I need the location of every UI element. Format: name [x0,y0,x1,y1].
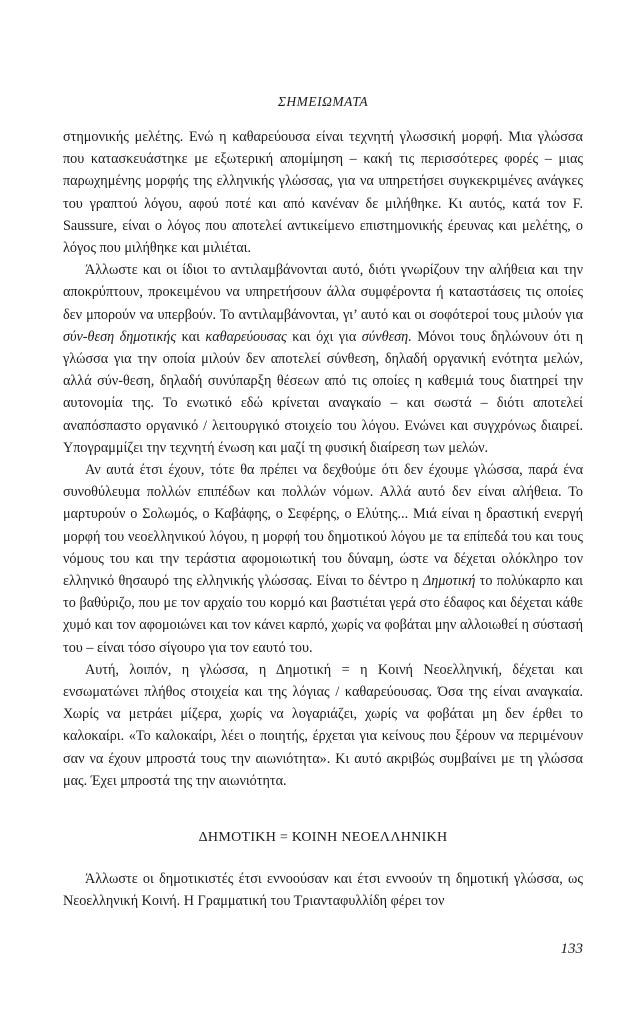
paragraph-2-emphasis-3: σύνθεση. [361,328,412,345]
paragraph-5: Άλλωστε οι δημοτικιστές έτσι εννοούσαν και έτσι εννοούν τη δημοτική γλώσσα, ως Νεοελληνική Κοινή. Η Γραμματική του Τριανταφυλλίδη φέρει τον [63,871,583,910]
paragraph-2-text-a: Άλλωστε και οι ίδιοι το αντιλαμβάνονται αυτό, διότι γνωρίζουν την αλήθεια και την αποκρύπτουν, προκειμένου να υπηρετήσουν άλλα συμφέροντα ή καταστάσεις τις οποίες δεν μπορούν να υπερβούν. Το αντιλαμβάνονται, γι’ αυτό και οι σοφότεροί τους μιλούν για [63,262,583,323]
main-text [63,126,583,792]
paragraph-4: Αυτή, λοιπόν, η γλώσσα, η Δημοτική = η Κοινή Νεοελληνική, δέχεται και ενσωματώνει πλήθος στοιχεία και της λόγιας / καθαρεύουσας. Όσα της είναι αναγκαία. Χωρίς να μετράει μίζερα, χωρίς να λογαριάζει, χωρίς να φοβάται μη δεν έρθει το καλοκαίρι. «Το καλοκαίρι, λέει ο ποιητής, έρχεται για κείνους που ξέρουν να περιμένουν σαν να έχουν μπροστά τους την αιωνιότητα». Κι αυτό ακριβώς συμβαίνει με τη γλώσσα μας. Έχει μπροστά της την αιωνιότητα. [63,661,583,789]
book-page [63,0,583,1024]
page-number: 133 [560,941,583,957]
section-heading: ΔΗΜΟΤΙΚΗ = ΚΟΙΝΗ ΝΕΟΕΛΛΗΝΙΚΗ [198,830,448,845]
paragraph-1: στημονικής μελέτης. Ενώ η καθαρεύουσα είναι τεχνητή γλωσσική μορφή. Μια γλώσσα που κατασκευάστηκε με εξωτερική απομίμηση – κακή τις περισσότερες φορές – μιας παρωχημένης μορφής της ελληνικής γλώσσας, για να υπηρετήσει συγκεκριμένες ανάγκες του γραπτού λόγου, αφού ποτέ και από κανέναν δε μιλήθηκε. Κι αυτός, κατά τον F. Saussure, είναι ο λόγος που αποτελεί αντικείμενο επιστημονικής έρευνας και μελέτης, ο λόγος που μιλήθηκε και μιλιέται. [63,129,583,257]
paragraph-2 [63,259,583,459]
paragraph-3-text-b: το πολύκαρπο και το βαθύριζο, που με τον αρχαίο του κορμό και βαστιέται γερά στο έδαφος και δέχεται κάθε χυμό και τον αφομοιώνει και τον κάνει καρπό, χωρίς να φοβάται μην αλλοιωθεί η σύστασή του – είναι τόσο σίγουρο για τον εαυτό του. [63,573,583,656]
paragraph-3-text-a: Αν αυτά έτσι έχουν, τότε θα πρέπει να δεχθούμε ότι δεν έχουμε γλώσσα, παρά ένα συνοθύλευμα πολλών επιπέδων και πολλών νόμων. Αλλά αυτό δεν είναι αλήθεια. Το μαρτυρούν ο Σολωμός, ο Καβάφης, ο Σεφέρης, ο Ελύτης... Μιά είναι η δραστική ενεργή μορφή του νεοελληνικού λόγου, η μορφή του δημοτικού λόγου με τα επίπεδά του και τους νόμους του και την τεράστια αφομοιωτική του δύναμη, ώστε να δέχεται ολόκληρο τον ελληνικό θησαυρό της ελληνικής γλώσσας. Είναι το δέντρο η [63,462,583,590]
running-header: ΣΗΜΕΙΩΜΑΤΑ [277,94,369,109]
paragraph-2-text-d: Μόνοι τους δηλώνουν ότι η γλώσσα για την οποία μιλούν δεν αποτελεί σύνθεση, δηλαδή οργανική ενότητα μελών, αλλά σύν-θεση, δηλαδή συνύπαρξη θέσεων από τις οποίες η καθεμιά τους διατηρεί την αυτονομία της. Το ενωτικό εδώ κρίνεται αναγκαίο – και σωστά – διότι αποτελεί αναπόσπαστο οργανικό / λειτουργικό στοιχείο του λόγου. Ενώνει και συγχρόνως διαιρεί. Υπογραμμίζει την τεχνητή ένωση και μαζί τη φυσική διαίρεση των μελών. [63,328,584,456]
paragraph-3 [63,459,583,659]
paragraph-2-text-c: και όχι για [286,328,362,345]
section-text [63,868,583,912]
paragraph-2-text-b: και [176,328,206,345]
paragraph-2-emphasis-1: σύν-θεση δημοτικής [63,328,177,345]
paragraph-2-emphasis-2: καθαρεύουσας [205,328,287,345]
paragraph-3-emphasis: Δημοτική [422,573,476,590]
